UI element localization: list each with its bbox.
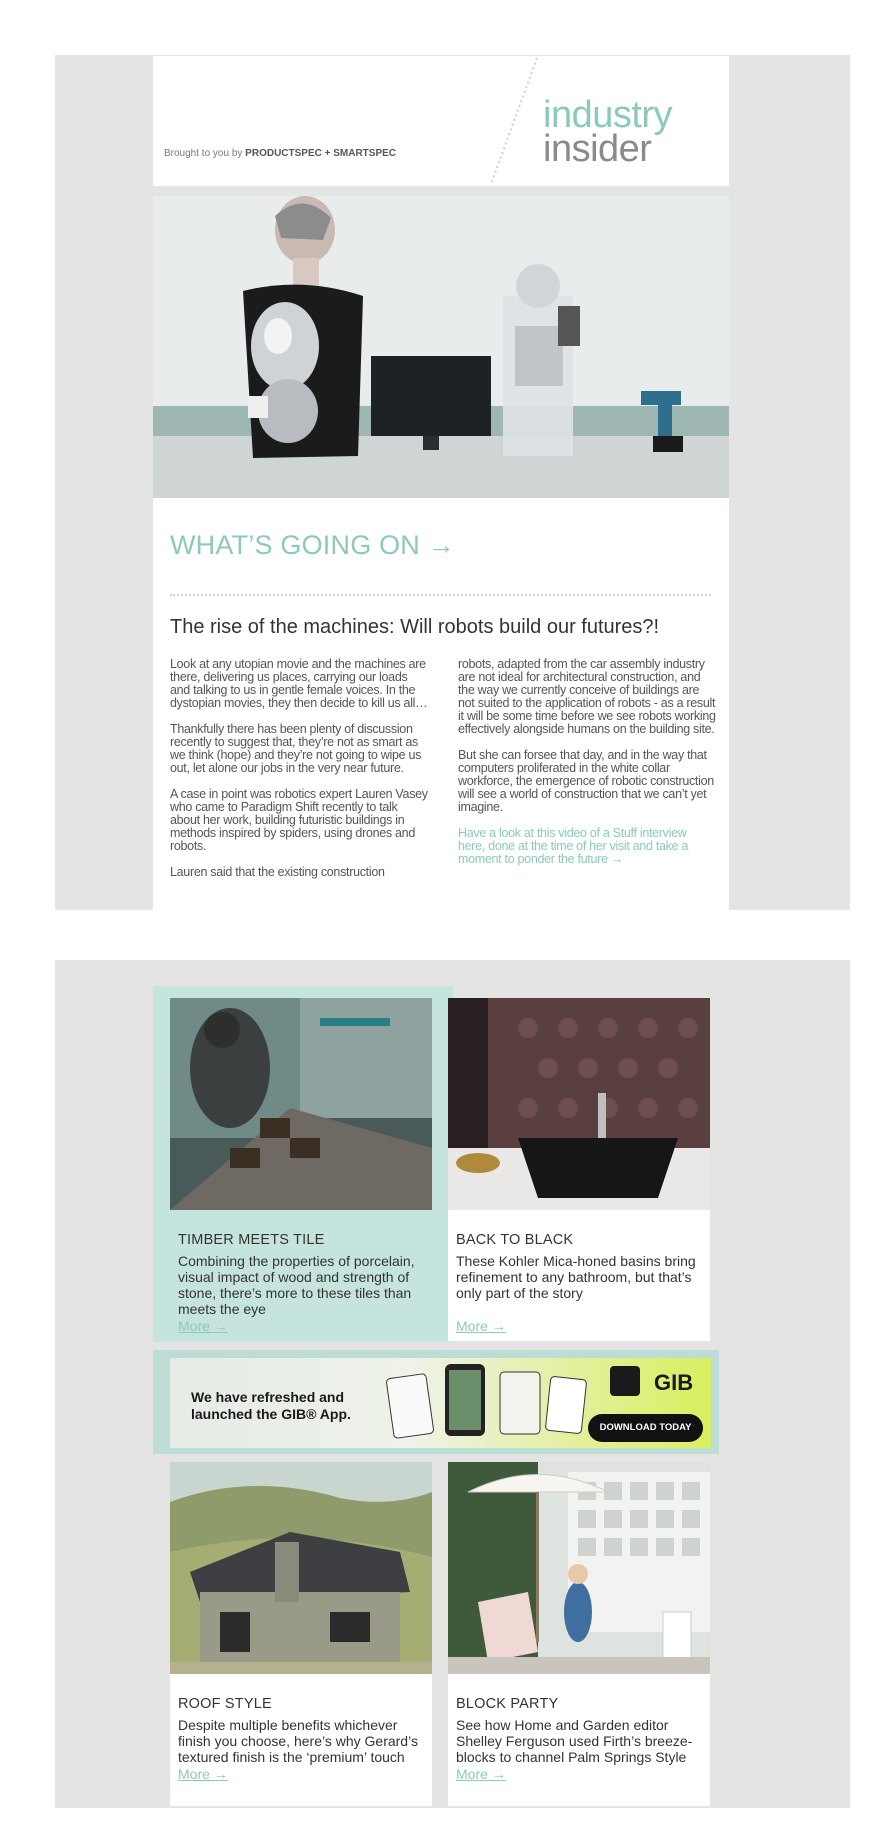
article-column-left: [170, 658, 428, 892]
download-today-button[interactable]: DOWNLOAD TODAY: [588, 1414, 703, 1442]
gib-banner-inner[interactable]: [170, 1358, 711, 1448]
article-paragraph: Look at any utopian movie and the machines are there, delivering us places, carrying our loads and talking to us in gentle female voices. In the dystopian movies, they then decide to kill us all…: [170, 657, 428, 710]
timber-tile-image[interactable]: [170, 998, 432, 1210]
gib-banner-line1: We have refreshed and: [191, 1389, 345, 1405]
tile-back-to-black[interactable]: [448, 998, 710, 1341]
feature-article: [153, 196, 729, 910]
tile-more-link[interactable]: More →: [456, 1766, 506, 1782]
logo-line-insider: insider: [543, 128, 652, 170]
article-paragraph: Thankfully there has been plenty of discussion recently to suggest that, they’re not as smart as we think (hope) and they’re not going to wipe us out, let alone our jobs in the very near future.: [170, 722, 422, 775]
tile-description: Combining the properties of porcelain, visual impact of wood and strength of stone, there’s more to these tiles than meets the eye: [178, 1253, 415, 1317]
block-party-image[interactable]: [448, 1462, 710, 1674]
industry-insider-logo[interactable]: [543, 94, 713, 170]
brought-brand[interactable]: PRODUCTSPEC + SMARTSPEC: [245, 148, 397, 159]
article-paragraph: robots, adapted from the car assembly industry are not ideal for architectural construction, and the way we currently conceive of buildings are not suited to the application of robots - as a result it will be some time before we see robots working effectively alongside humans on the building site.: [458, 657, 716, 736]
article-paragraph: But she can forsee that day, and in the way that computers proliferated in the white collar workforce, the emergence of robotic construction will see a world of construction that we can’t yet imagine.: [458, 748, 714, 814]
back-to-black-image[interactable]: [448, 998, 710, 1210]
article-paragraph: Lauren said that the existing construction: [170, 865, 385, 879]
dotted-divider: [170, 594, 711, 596]
gib-banner-line2: launched the GIB® App.: [191, 1406, 351, 1422]
article-paragraph: A case in point was robotics expert Lauren Vasey who came to Paradigm Shift recently to talk about her work, building futuristic buildings in methods inspired by spiders, using drones and robots.: [170, 787, 428, 853]
newsletter-header: [153, 56, 729, 186]
gib-banner-text: [191, 1389, 351, 1423]
tile-title: ROOF STYLE: [178, 1696, 272, 1712]
logo-line-industry: industry: [543, 94, 673, 136]
brought-to-you-by: [164, 148, 396, 159]
article-column-right: [458, 658, 716, 879]
restaurant-interior-illustration: [170, 998, 432, 1210]
roof-style-image[interactable]: [170, 1462, 432, 1674]
brought-prefix: Brought to you by: [164, 148, 246, 159]
patio-breeze-block-illustration: [448, 1462, 710, 1674]
tile-description: These Kohler Mica-honed basins bring refinement to any bathroom, but that’s only part of the story: [456, 1253, 696, 1301]
tile-title: BACK TO BLACK: [456, 1232, 574, 1248]
robot-hero-illustration: [153, 196, 729, 498]
tile-more-link[interactable]: More →: [456, 1318, 506, 1334]
tile-roof-style[interactable]: [170, 1462, 432, 1806]
tile-title: TIMBER MEETS TILE: [178, 1232, 325, 1248]
tile-description: Despite multiple benefits whichever finish you choose, here’s why Gerard’s textured finish is the ‘premium’ touch: [178, 1717, 418, 1765]
tile-description: See how Home and Garden editor Shelley Ferguson used Firth’s breeze-blocks to channel Palm Springs Style: [456, 1717, 693, 1765]
tile-more-link[interactable]: More →: [178, 1318, 228, 1334]
article-headline: The rise of the machines: Will robots build our futures?!: [170, 616, 660, 638]
black-basin-illustration: [448, 998, 710, 1210]
tile-block-party[interactable]: [448, 1462, 710, 1806]
tile-title: BLOCK PARTY: [456, 1696, 559, 1712]
whats-going-on-link[interactable]: WHAT’S GOING ON →: [170, 530, 455, 560]
house-roof-illustration: [170, 1462, 432, 1674]
gib-app-banner[interactable]: [153, 1350, 719, 1454]
robot-hero-image[interactable]: [153, 196, 729, 498]
tile-timber-meets-tile[interactable]: [170, 998, 432, 1336]
tile-more-link[interactable]: More →: [178, 1766, 228, 1782]
gib-logo: GIB: [654, 1370, 694, 1395]
stuff-interview-link[interactable]: Have a look at this video of a Stuff interview here, done at the time of her visit and take a moment to ponder the future →: [458, 826, 689, 866]
dotted-slash-divider: [483, 56, 543, 186]
